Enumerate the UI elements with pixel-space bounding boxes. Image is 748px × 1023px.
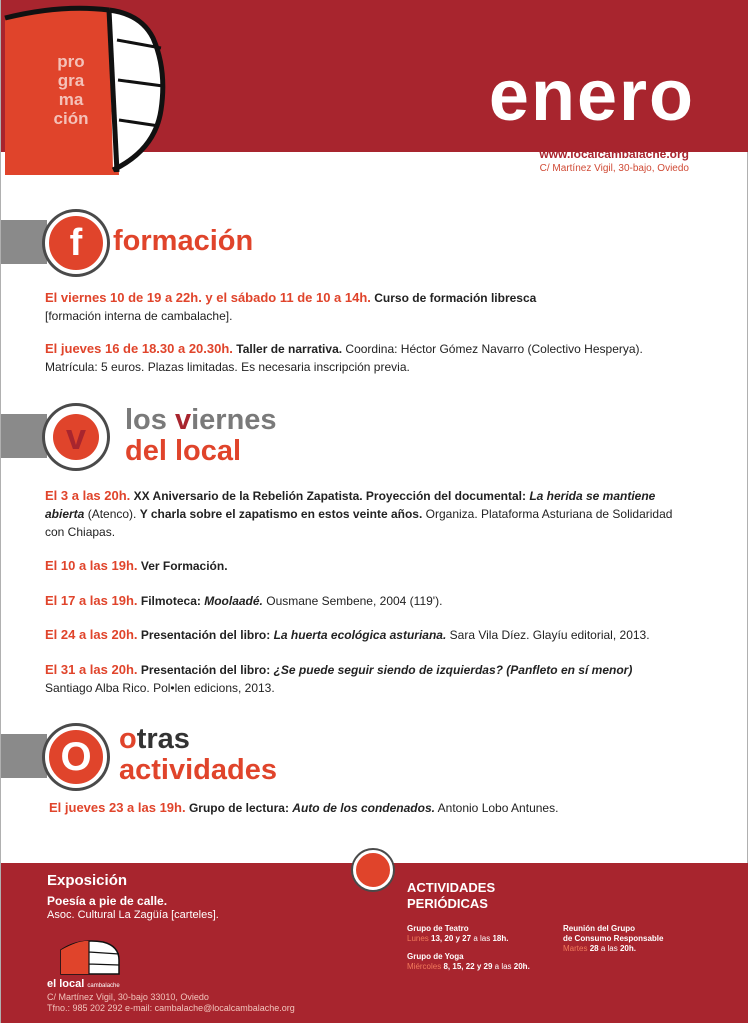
- grupo-teatro: [407, 924, 508, 944]
- exposicion-title: Exposición: [47, 872, 128, 889]
- title-line2: del local: [125, 435, 242, 467]
- group-mid: a las: [600, 944, 618, 953]
- list-item: [45, 487, 675, 541]
- event-details: Sara Vila Díez. Glayíu editorial, 2013.: [449, 628, 650, 642]
- event-title: Ver Formación.: [140, 559, 228, 573]
- section-title-otras: [119, 724, 277, 786]
- viernes-letter: v: [53, 414, 99, 460]
- group-time: 18h.: [492, 934, 509, 943]
- title-part: v: [174, 404, 192, 436]
- event-details: Organiza. Plataforma Asturiana de Solidaridad con Chiapas.: [45, 507, 673, 539]
- section-bar-otras: [1, 734, 47, 778]
- group-mid: a las: [494, 962, 512, 971]
- section-bar-formacion: [1, 220, 47, 264]
- event-work: ¿Se puede seguir siendo de izquierdas? (Panfleto en sí menor): [273, 663, 633, 677]
- group-name: Grupo de Yoga: [407, 952, 464, 961]
- prog-line: ma: [58, 90, 84, 109]
- footer-address: [47, 992, 295, 1014]
- group-name: de Consumo Responsable: [563, 934, 664, 943]
- prog-line: pro: [57, 52, 85, 71]
- list-item: [45, 557, 685, 575]
- event-date: El 3 a las 20h.: [45, 488, 131, 503]
- event-details: Antonio Lobo Antunes.: [437, 801, 559, 815]
- viernes-letter-icon: [45, 406, 107, 468]
- event-date: El 24 a las 20h.: [45, 627, 138, 642]
- section-title-viernes: [125, 405, 277, 467]
- prog-line: gra: [57, 71, 85, 90]
- prog-line: ción: [53, 109, 89, 128]
- group-dates: 13, 20 y 27: [431, 934, 472, 943]
- event-details: Ousmane Sembene, 2004 (119').: [266, 594, 443, 608]
- event-work: La huerta ecológica asturiana.: [273, 628, 447, 642]
- list-item: [45, 592, 685, 610]
- event-title: Presentación del libro:: [140, 663, 271, 677]
- group-day: Lunes: [407, 934, 429, 943]
- title-part: los: [125, 404, 175, 436]
- section-bar-viernes: [1, 414, 47, 458]
- event-title: Taller de narrativa.: [236, 342, 343, 356]
- group-dates: 8, 15, 22 y 29: [443, 962, 493, 971]
- event-date: El 17 a las 19h.: [45, 593, 138, 608]
- group-name: Grupo de Teatro: [407, 924, 469, 933]
- list-item: [45, 626, 725, 644]
- event-work: Auto de los condenados.: [292, 801, 435, 815]
- list-item: [45, 340, 685, 376]
- event-title: Presentación del libro:: [140, 628, 271, 642]
- event-details: Coordina: Héctor Gómez Navarro (Colectivo Hesperya). Matrícula: 5 euros. Plazas limitadas. Es necesaria inscripción previa.: [45, 342, 643, 374]
- event-work: Moolaadé.: [204, 594, 263, 608]
- local-name-small: cambalache: [87, 983, 120, 989]
- local-logo-icon: [59, 936, 123, 976]
- footer-circle-icon: [353, 850, 393, 890]
- group-name: Reunión del Grupo: [563, 924, 635, 933]
- group-dates: 28: [589, 944, 599, 953]
- title-line2: actividades: [119, 754, 277, 786]
- act-title-line: PERIÓDICAS: [407, 896, 488, 911]
- event-date: El viernes 10 de 19 a 22h. y el sábado 11 de 10 a 14h.: [45, 290, 371, 305]
- event-details: Santiago Alba Rico. Pol•len edicions, 2013.: [45, 681, 275, 695]
- title-part: tras: [136, 723, 190, 755]
- title-part: o: [119, 723, 137, 755]
- exposicion-organizer: Asoc. Cultural La Zagüía [carteles].: [47, 909, 219, 921]
- event-date: El jueves 16 de 18.30 a 20.30h.: [45, 341, 233, 356]
- footer-contact-line: Tfno.: 985 202 292 e-mail: cambalache@localcambalache.org: [47, 1003, 295, 1013]
- programacion-stacked-label: [45, 52, 97, 128]
- act-title-line: ACTIVIDADES: [407, 880, 496, 895]
- local-name: [47, 978, 120, 990]
- group-day: Miércoles: [407, 962, 442, 971]
- exposicion-subtitle: Poesía a pie de calle.: [47, 894, 168, 908]
- group-time: 20h.: [619, 944, 636, 953]
- group-day: Martes: [563, 944, 588, 953]
- grupo-yoga: [407, 952, 530, 972]
- list-item: [45, 289, 685, 325]
- event-title: Y charla sobre el zapatismo en estos veinte años.: [139, 507, 423, 521]
- header-address: C/ Martínez Vigil, 30-bajo, Oviedo: [539, 163, 689, 174]
- event-date: El jueves 23 a las 19h.: [49, 800, 186, 815]
- footer-address-line: C/ Martínez Vigil, 30-bajo 33010, Oviedo: [47, 992, 209, 1002]
- event-work: La herida se mantiene abierta: [45, 489, 656, 521]
- otras-letter-icon: O: [45, 726, 107, 788]
- actividades-title: [407, 880, 495, 912]
- event-details: (Atenco).: [87, 507, 137, 521]
- event-title: Filmoteca:: [140, 594, 201, 608]
- event-details: [formación interna de cambalache].: [45, 309, 233, 323]
- local-name-text: el local: [47, 978, 85, 990]
- title-part: iernes: [191, 404, 277, 436]
- section-title-formacion: formación: [113, 225, 254, 257]
- formacion-letter-icon: f: [45, 212, 107, 274]
- group-mid: a las: [473, 934, 491, 943]
- list-item: [49, 799, 689, 817]
- grupo-consumo: [563, 924, 663, 954]
- event-title: XX Aniversario de la Rebelión Zapatista. Proyección del documental:: [133, 489, 526, 503]
- month-title: enero: [488, 56, 695, 136]
- event-title: Curso de formación libresca: [374, 291, 537, 305]
- event-date: El 10 a las 19h.: [45, 558, 138, 573]
- website-link[interactable]: www.localcambalache.org: [539, 147, 689, 161]
- group-time: 20h.: [513, 962, 530, 971]
- event-title: Grupo de lectura:: [188, 801, 289, 815]
- list-item: [45, 661, 725, 697]
- event-date: El 31 a las 20h.: [45, 662, 138, 677]
